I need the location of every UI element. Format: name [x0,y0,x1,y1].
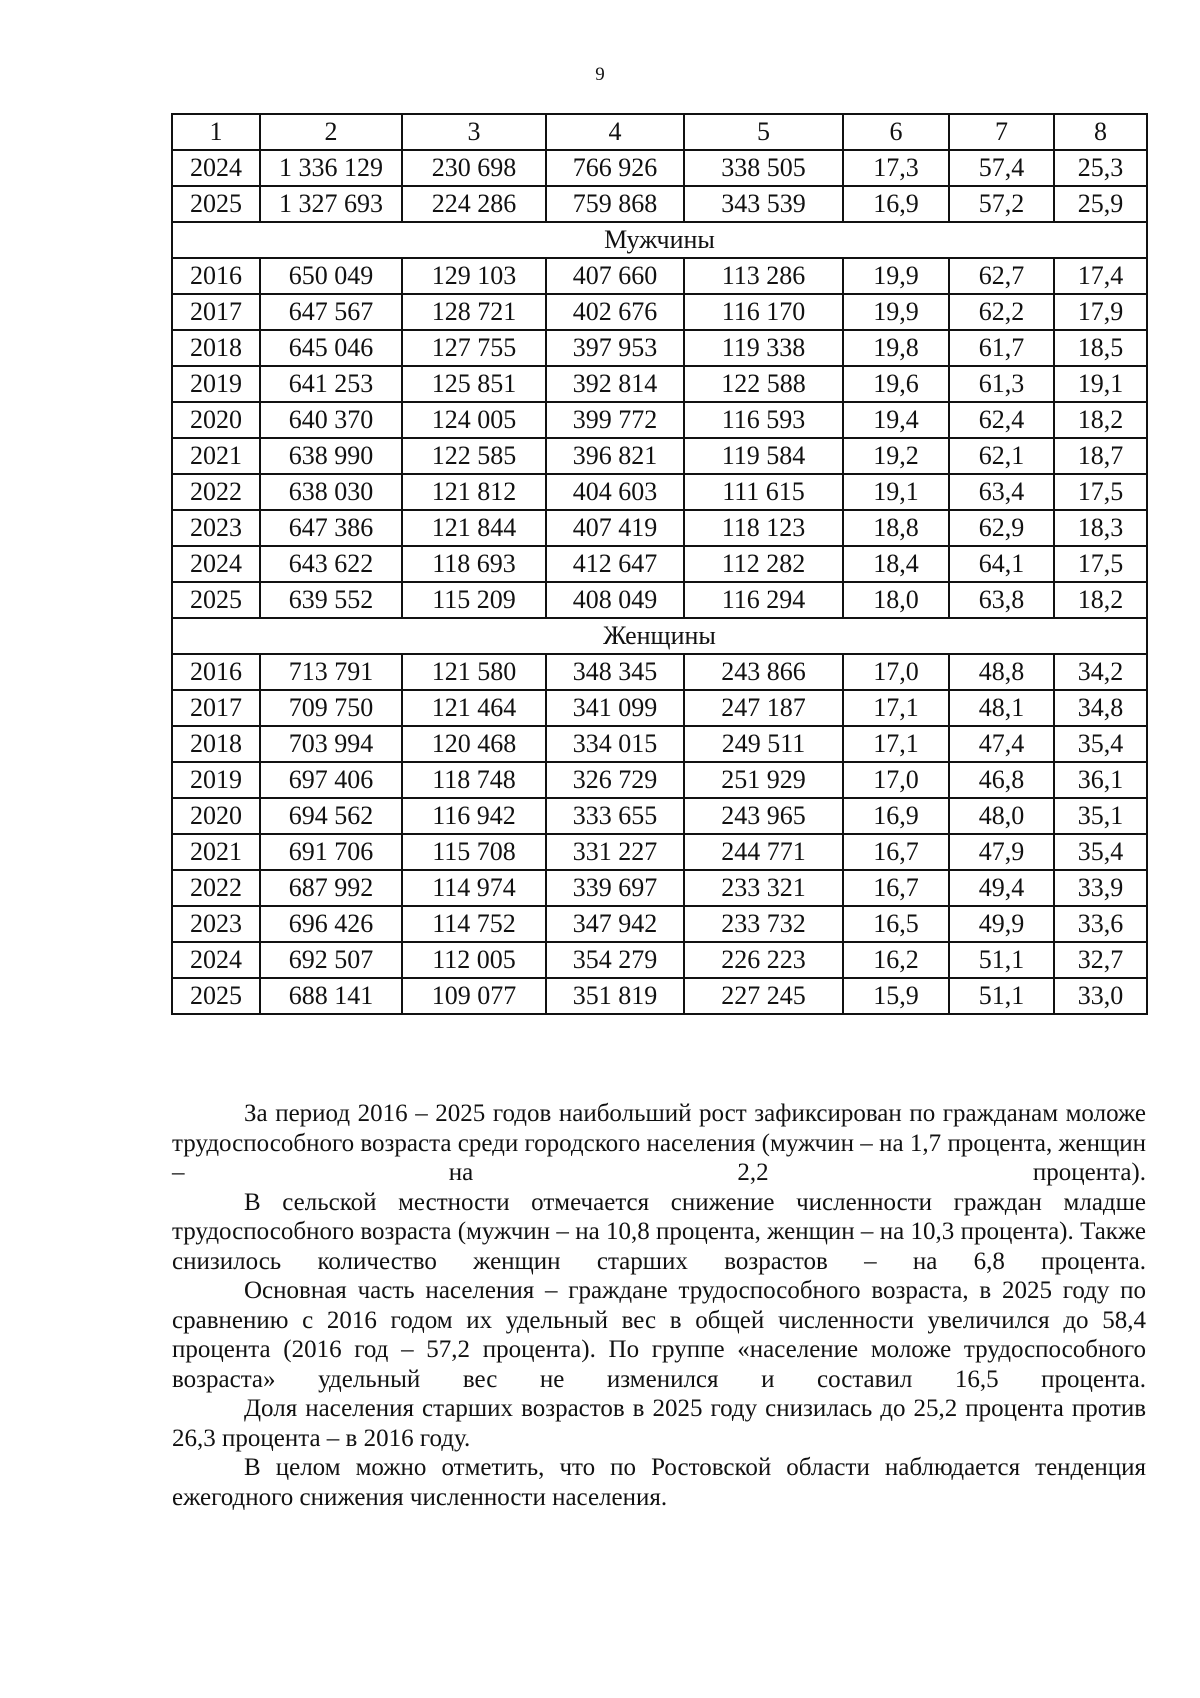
table-cell: 18,8 [843,510,949,546]
table-cell: 2018 [172,726,260,762]
paragraph: Основная часть населения – граждане трудоспособного возраста, в 2025 году по сравнению с 2016 годом их удельный вес в общей численности увеличился до 58,4 процента (2016 год – 57,2 процента). По группе «население моложе трудоспособного возраста» удельный вес не изменился и составил 16,5 процента. [172,1277,1146,1393]
table-cell: 404 603 [546,474,684,510]
table-cell: 16,7 [843,834,949,870]
table-cell: 354 279 [546,942,684,978]
table-cell: 57,4 [949,150,1054,186]
table-cell: 122 585 [402,438,546,474]
table-cell: 638 990 [260,438,402,474]
table-row [172,402,1147,438]
table-cell: 61,7 [949,330,1054,366]
table-cell: 19,9 [843,258,949,294]
body-text [172,1099,1146,1512]
table-cell: 62,2 [949,294,1054,330]
table-cell: 2017 [172,690,260,726]
table-cell: 19,8 [843,330,949,366]
table-cell: 407 660 [546,258,684,294]
table-cell: 2020 [172,402,260,438]
table-row [172,546,1147,582]
table-cell: 650 049 [260,258,402,294]
table-cell: 348 345 [546,654,684,690]
table-cell: 399 772 [546,402,684,438]
table-row [172,330,1147,366]
table-cell: 19,1 [843,474,949,510]
table-cell: 119 338 [684,330,843,366]
table-cell: 129 103 [402,258,546,294]
table-cell: 2017 [172,294,260,330]
paragraph: В целом можно отметить, что по Ростовской области наблюдается тенденция ежегодного снижения численности населения. [172,1454,1146,1511]
table-row [172,294,1147,330]
table-cell: 17,0 [843,762,949,798]
table-cell: 2023 [172,510,260,546]
table-cell: 643 622 [260,546,402,582]
table-cell: 331 227 [546,834,684,870]
table-cell: 333 655 [546,798,684,834]
table-cell: 647 386 [260,510,402,546]
table-cell: 326 729 [546,762,684,798]
table-cell: 34,2 [1054,654,1147,690]
table-cell: 17,5 [1054,546,1147,582]
table-cell: 112 005 [402,942,546,978]
table-cell: 408 049 [546,582,684,618]
table-cell: 8 [1054,114,1147,150]
table-cell: 62,7 [949,258,1054,294]
table-cell: 48,0 [949,798,1054,834]
table-cell: 62,1 [949,438,1054,474]
table-cell: 694 562 [260,798,402,834]
table-cell: 109 077 [402,978,546,1014]
table-cell: 114 974 [402,870,546,906]
table-cell: 5 [684,114,843,150]
table-cell: 35,4 [1054,834,1147,870]
table-cell: 57,2 [949,186,1054,222]
table-cell: 759 868 [546,186,684,222]
table-cell: 2024 [172,942,260,978]
table-cell: 407 419 [546,510,684,546]
table-row [172,726,1147,762]
table-cell: 4 [546,114,684,150]
table-row [172,690,1147,726]
table-cell: 226 223 [684,942,843,978]
table-cell: 2018 [172,330,260,366]
table-cell: 687 992 [260,870,402,906]
table-cell: 697 406 [260,762,402,798]
table-cell: 17,5 [1054,474,1147,510]
table-cell: 339 697 [546,870,684,906]
table-cell: 641 253 [260,366,402,402]
table-cell: 116 294 [684,582,843,618]
table-row [172,510,1147,546]
table-cell: 51,1 [949,978,1054,1014]
table-cell: 115 209 [402,582,546,618]
table-cell: 766 926 [546,150,684,186]
table-cell: 121 844 [402,510,546,546]
table-cell: 2021 [172,834,260,870]
table-cell: 25,9 [1054,186,1147,222]
table-cell: 17,1 [843,726,949,762]
section-row [172,222,1147,258]
table-cell: 119 584 [684,438,843,474]
table-body [172,114,1147,1014]
table-cell: 49,4 [949,870,1054,906]
table-cell: 33,6 [1054,906,1147,942]
table-cell: 121 812 [402,474,546,510]
table-cell: 243 866 [684,654,843,690]
table-cell: 18,0 [843,582,949,618]
table-cell: 35,4 [1054,726,1147,762]
table-cell: 63,8 [949,582,1054,618]
table-cell: 343 539 [684,186,843,222]
table-row [172,762,1147,798]
table-cell: 19,1 [1054,366,1147,402]
table-row [172,582,1147,618]
table-cell: 122 588 [684,366,843,402]
table-cell: 34,8 [1054,690,1147,726]
table-cell: 645 046 [260,330,402,366]
table-cell: 19,4 [843,402,949,438]
table-cell: 233 732 [684,906,843,942]
table-cell: 116 170 [684,294,843,330]
table-cell: 2022 [172,474,260,510]
table-cell: 1 [172,114,260,150]
table-cell: 32,7 [1054,942,1147,978]
table-cell: 2020 [172,798,260,834]
table-cell: 128 721 [402,294,546,330]
table-cell: 338 505 [684,150,843,186]
table-cell: 16,9 [843,186,949,222]
table-cell: 35,1 [1054,798,1147,834]
table-cell: 17,4 [1054,258,1147,294]
table-cell: 2016 [172,654,260,690]
table-cell: 2023 [172,906,260,942]
table-header-row [172,114,1147,150]
table-cell: 17,3 [843,150,949,186]
table-cell: 118 748 [402,762,546,798]
table-cell: 16,2 [843,942,949,978]
table-cell: 47,9 [949,834,1054,870]
table-row [172,978,1147,1014]
table-row [172,906,1147,942]
table-cell: 51,1 [949,942,1054,978]
table-cell: 709 750 [260,690,402,726]
table-cell: 6 [843,114,949,150]
table-cell: 396 821 [546,438,684,474]
table-cell: 412 647 [546,546,684,582]
table-cell: 251 929 [684,762,843,798]
table-cell: 2024 [172,546,260,582]
table-cell: 1 327 693 [260,186,402,222]
table-cell: 2 [260,114,402,150]
table-cell: 116 593 [684,402,843,438]
table-cell: 696 426 [260,906,402,942]
table-row [172,150,1147,186]
table-cell: 227 245 [684,978,843,1014]
section-label: Женщины [172,618,1147,654]
table-cell: 691 706 [260,834,402,870]
table-cell: 397 953 [546,330,684,366]
table-cell: 18,5 [1054,330,1147,366]
table-cell: 120 468 [402,726,546,762]
table-row [172,870,1147,906]
table-row [172,186,1147,222]
table-cell: 347 942 [546,906,684,942]
table-cell: 113 286 [684,258,843,294]
table-cell: 19,9 [843,294,949,330]
section-row [172,618,1147,654]
table-cell: 334 015 [546,726,684,762]
table-cell: 713 791 [260,654,402,690]
table-cell: 116 942 [402,798,546,834]
table-row [172,834,1147,870]
table-cell: 2025 [172,186,260,222]
table-cell: 25,3 [1054,150,1147,186]
table-cell: 115 708 [402,834,546,870]
table-cell: 18,4 [843,546,949,582]
table-cell: 2019 [172,366,260,402]
table-cell: 112 282 [684,546,843,582]
table-cell: 17,1 [843,690,949,726]
table-cell: 1 336 129 [260,150,402,186]
table-cell: 63,4 [949,474,1054,510]
table-cell: 16,7 [843,870,949,906]
table-cell: 48,1 [949,690,1054,726]
table-cell: 2021 [172,438,260,474]
table-cell: 692 507 [260,942,402,978]
table-cell: 125 851 [402,366,546,402]
table-cell: 19,6 [843,366,949,402]
table-cell: 647 567 [260,294,402,330]
table-cell: 640 370 [260,402,402,438]
table-cell: 18,2 [1054,402,1147,438]
table-cell: 351 819 [546,978,684,1014]
table-row [172,438,1147,474]
table-row [172,654,1147,690]
page-number: 9 [595,64,605,85]
table-cell: 17,0 [843,654,949,690]
table-row [172,258,1147,294]
table-cell: 49,9 [949,906,1054,942]
population-table [171,113,1148,1015]
table-cell: 118 693 [402,546,546,582]
table-cell: 3 [402,114,546,150]
table-cell: 16,5 [843,906,949,942]
table-cell: 124 005 [402,402,546,438]
table-cell: 16,9 [843,798,949,834]
table-cell: 64,1 [949,546,1054,582]
table-cell: 244 771 [684,834,843,870]
table-cell: 243 965 [684,798,843,834]
table-cell: 688 141 [260,978,402,1014]
table-cell: 639 552 [260,582,402,618]
table-cell: 46,8 [949,762,1054,798]
table-row [172,942,1147,978]
table-cell: 703 994 [260,726,402,762]
table-cell: 17,9 [1054,294,1147,330]
paragraph: За период 2016 – 2025 годов наибольший рост зафиксирован по гражданам моложе трудоспособного возраста среди городского населения (мужчин – на 1,7 процента, женщин – на 2,2 процента). [172,1100,1146,1186]
table-cell: 62,4 [949,402,1054,438]
table-cell: 2016 [172,258,260,294]
table-cell: 18,2 [1054,582,1147,618]
table-cell: 114 752 [402,906,546,942]
table-cell: 2019 [172,762,260,798]
table-row [172,798,1147,834]
table-row [172,366,1147,402]
table-cell: 638 030 [260,474,402,510]
table-cell: 2024 [172,150,260,186]
table-cell: 247 187 [684,690,843,726]
table-cell: 341 099 [546,690,684,726]
table-cell: 2022 [172,870,260,906]
table-cell: 61,3 [949,366,1054,402]
table-cell: 127 755 [402,330,546,366]
table-cell: 2025 [172,582,260,618]
table-cell: 36,1 [1054,762,1147,798]
table-cell: 18,7 [1054,438,1147,474]
table-row [172,474,1147,510]
table-cell: 121 464 [402,690,546,726]
table-cell: 402 676 [546,294,684,330]
table-cell: 19,2 [843,438,949,474]
paragraph: В сельской местности отмечается снижение численности граждан младше трудоспособного возраста (мужчин – на 10,8 процента, женщин – на 10,3 процента). Также снизилось количество женщин старших возрастов – на 6,8 процента. [172,1188,1146,1275]
table-cell: 33,0 [1054,978,1147,1014]
table-cell: 392 814 [546,366,684,402]
table-cell: 62,9 [949,510,1054,546]
table-cell: 230 698 [402,150,546,186]
table-cell: 121 580 [402,654,546,690]
table-cell: 47,4 [949,726,1054,762]
table-cell: 249 511 [684,726,843,762]
table-cell: 48,8 [949,654,1054,690]
table-cell: 15,9 [843,978,949,1014]
table-cell: 18,3 [1054,510,1147,546]
table-cell: 7 [949,114,1054,150]
table-cell: 2025 [172,978,260,1014]
table-cell: 233 321 [684,870,843,906]
table-cell: 33,9 [1054,870,1147,906]
table-cell: 224 286 [402,186,546,222]
paragraph: Доля населения старших возрастов в 2025 году снизилась до 25,2 процента против 26,3 процента – в 2016 году. [172,1395,1146,1452]
table-cell: 118 123 [684,510,843,546]
table-cell: 111 615 [684,474,843,510]
section-label: Мужчины [172,222,1147,258]
